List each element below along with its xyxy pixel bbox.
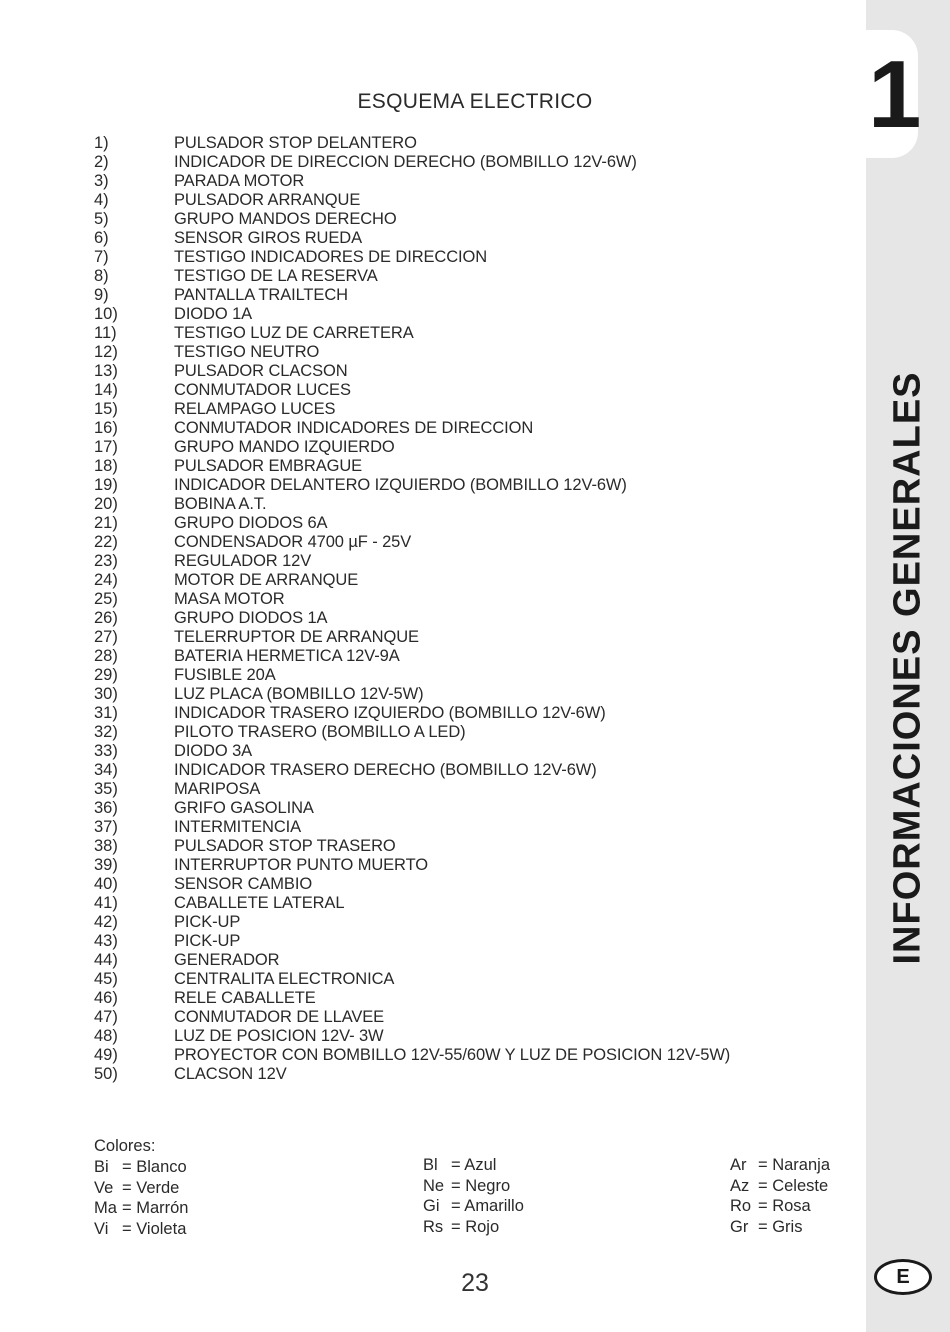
- item-label: CLACSON 12V: [174, 1065, 287, 1083]
- color-abbreviation: Ar: [730, 1156, 747, 1174]
- color-name: = Azul: [451, 1156, 497, 1174]
- item-number: 40): [94, 875, 118, 893]
- color-entry: [730, 1155, 830, 1176]
- item-label: CONMUTADOR LUCES: [174, 381, 351, 399]
- color-legend-column-1: [94, 1157, 188, 1239]
- item-label: SENSOR GIROS RUEDA: [174, 229, 362, 247]
- item-label: INTERMITENCIA: [174, 818, 302, 836]
- item-number: 4): [94, 191, 109, 209]
- color-legend-column-3: [730, 1155, 830, 1237]
- item-number: 48): [94, 1027, 118, 1045]
- list-item: [94, 191, 730, 210]
- parts-list: [94, 134, 730, 1084]
- item-label: SENSOR CAMBIO: [174, 875, 313, 893]
- list-item: [94, 780, 730, 799]
- list-item: [94, 628, 730, 647]
- list-item: [94, 894, 730, 913]
- item-number: 44): [94, 951, 118, 969]
- color-name: = Naranja: [758, 1156, 831, 1174]
- item-number: 11): [94, 324, 117, 342]
- item-label: CONMUTADOR INDICADORES DE DIRECCION: [174, 419, 534, 437]
- color-abbreviation: Gr: [730, 1217, 749, 1236]
- item-label: GRUPO MANDOS DERECHO: [174, 210, 397, 228]
- item-label: TESTIGO INDICADORES DE DIRECCION: [174, 248, 488, 266]
- item-label: REGULADOR 12V: [174, 552, 312, 570]
- list-item: [94, 552, 730, 571]
- item-number: 49): [94, 1046, 118, 1064]
- list-item: [94, 951, 730, 970]
- item-label: RELE CABALLETE: [174, 989, 316, 1007]
- color-name: = Marrón: [122, 1199, 189, 1217]
- item-number: 6): [94, 229, 109, 247]
- color-name: = Amarillo: [451, 1197, 524, 1215]
- list-item: [94, 837, 730, 856]
- item-number: 16): [94, 419, 118, 437]
- item-number: 41): [94, 894, 118, 912]
- item-label: MASA MOTOR: [174, 590, 285, 608]
- color-entry: [423, 1196, 524, 1217]
- item-number: 22): [94, 533, 118, 551]
- list-item: [94, 1008, 730, 1027]
- color-entry: [94, 1178, 188, 1199]
- item-number: 18): [94, 457, 118, 475]
- item-label: GRIFO GASOLINA: [174, 799, 314, 817]
- item-label: PULSADOR STOP DELANTERO: [174, 134, 417, 152]
- item-label: PANTALLA TRAILTECH: [174, 286, 348, 304]
- list-item: [94, 514, 730, 533]
- list-item: [94, 229, 730, 248]
- language-badge: E: [874, 1259, 932, 1295]
- item-label: CONMUTADOR DE LLAVEE: [174, 1008, 385, 1026]
- color-abbreviation: Ro: [730, 1197, 752, 1215]
- color-entry: [94, 1219, 188, 1240]
- item-number: 33): [94, 742, 118, 760]
- color-entry: [423, 1217, 524, 1238]
- item-number: 46): [94, 989, 118, 1007]
- list-item: [94, 875, 730, 894]
- item-number: 29): [94, 666, 118, 684]
- item-label: INDICADOR TRASERO DERECHO (BOMBILLO 12V-6W): [174, 761, 597, 779]
- item-label: INDICADOR TRASERO IZQUIERDO (BOMBILLO 12V-6W): [174, 704, 606, 722]
- list-item: [94, 457, 730, 476]
- color-legend-column-2: [423, 1155, 524, 1237]
- list-item: [94, 799, 730, 818]
- item-number: 43): [94, 932, 118, 950]
- item-number: 21): [94, 514, 118, 532]
- list-item: [94, 172, 730, 191]
- item-label: DIODO 1A: [174, 305, 253, 323]
- item-label: GRUPO DIODOS 1A: [174, 609, 328, 627]
- item-number: 27): [94, 628, 118, 646]
- list-item: [94, 400, 730, 419]
- list-item: [94, 153, 730, 172]
- item-number: 9): [94, 286, 109, 304]
- item-number: 38): [94, 837, 118, 855]
- list-item: [94, 609, 730, 628]
- color-abbreviation: Az: [730, 1176, 750, 1195]
- item-number: 42): [94, 913, 118, 931]
- list-item: [94, 419, 730, 438]
- page-number: 23: [461, 1269, 489, 1297]
- item-label: CENTRALITA ELECTRONICA: [174, 970, 395, 988]
- item-label: CABALLETE LATERAL: [174, 894, 345, 912]
- item-number: 20): [94, 495, 118, 513]
- item-number: 3): [94, 172, 109, 190]
- list-item: [94, 932, 730, 951]
- list-item: [94, 134, 730, 153]
- color-abbreviation: Ve: [94, 1178, 114, 1197]
- color-abbreviation: Bl: [423, 1156, 438, 1174]
- item-number: 12): [94, 343, 118, 361]
- color-abbreviation: Vi: [94, 1219, 109, 1238]
- item-number: 34): [94, 761, 118, 779]
- colors-title: Colores:: [94, 1137, 156, 1155]
- item-label: INDICADOR DELANTERO IZQUIERDO (BOMBILLO 12V-6W): [174, 476, 627, 494]
- list-item: [94, 1065, 730, 1084]
- list-item: [94, 647, 730, 666]
- list-item: [94, 1027, 730, 1046]
- item-label: LUZ DE POSICION 12V- 3W: [174, 1027, 384, 1045]
- item-number: 24): [94, 571, 118, 589]
- item-label: GRUPO MANDO IZQUIERDO: [174, 438, 395, 456]
- item-label: BOBINA A.T.: [174, 495, 267, 513]
- item-number: 1): [94, 134, 109, 152]
- list-item: [94, 533, 730, 552]
- list-item: [94, 666, 730, 685]
- item-label: PULSADOR ARRANQUE: [174, 191, 361, 209]
- item-number: 32): [94, 723, 118, 741]
- item-label: PARADA MOTOR: [174, 172, 305, 190]
- list-item: [94, 476, 730, 495]
- item-number: 5): [94, 210, 109, 228]
- color-entry: [423, 1155, 524, 1176]
- item-number: 31): [94, 704, 118, 722]
- item-label: DIODO 3A: [174, 742, 253, 760]
- item-number: 14): [94, 381, 118, 399]
- item-number: 35): [94, 780, 118, 798]
- color-entry: [94, 1157, 188, 1178]
- list-item: [94, 970, 730, 989]
- item-label: RELAMPAGO LUCES: [174, 400, 336, 418]
- color-abbreviation: Bi: [94, 1158, 109, 1176]
- item-label: GRUPO DIODOS 6A: [174, 514, 328, 532]
- item-number: 26): [94, 609, 118, 627]
- item-label: TESTIGO NEUTRO: [174, 343, 320, 361]
- list-item: [94, 381, 730, 400]
- color-name: = Violeta: [122, 1219, 187, 1238]
- item-label: PROYECTOR CON BOMBILLO 12V-55/60W Y LUZ DE POSICION 12V-5W): [174, 1046, 731, 1064]
- list-item: [94, 989, 730, 1008]
- item-label: PICK-UP: [174, 913, 241, 931]
- list-item: [94, 210, 730, 229]
- color-name: = Rojo: [451, 1217, 500, 1236]
- color-name: = Celeste: [758, 1176, 829, 1195]
- color-entry: [730, 1196, 830, 1217]
- list-item: [94, 362, 730, 381]
- item-number: 28): [94, 647, 118, 665]
- item-label: PILOTO TRASERO (BOMBILLO A LED): [174, 723, 466, 741]
- list-item: [94, 685, 730, 704]
- item-number: 19): [94, 476, 118, 494]
- item-number: 47): [94, 1008, 118, 1026]
- item-number: 36): [94, 799, 118, 817]
- color-name: = Negro: [451, 1176, 511, 1195]
- list-item: [94, 495, 730, 514]
- item-label: TESTIGO DE LA RESERVA: [174, 267, 378, 285]
- item-label: MOTOR DE ARRANQUE: [174, 571, 359, 589]
- item-number: 17): [94, 438, 118, 456]
- list-item: [94, 305, 730, 324]
- list-item: [94, 818, 730, 837]
- list-item: [94, 438, 730, 457]
- item-number: 25): [94, 590, 118, 608]
- item-label: INTERRUPTOR PUNTO MUERTO: [174, 856, 428, 874]
- page-title: ESQUEMA ELECTRICO: [357, 90, 593, 113]
- color-name: = Rosa: [758, 1197, 811, 1215]
- item-label: CONDENSADOR 4700 µF - 25V: [174, 533, 412, 551]
- item-number: 8): [94, 267, 109, 285]
- item-number: 39): [94, 856, 118, 874]
- color-name: = Verde: [122, 1178, 180, 1197]
- item-label: PULSADOR CLACSON: [174, 362, 348, 380]
- list-item: [94, 590, 730, 609]
- item-label: PICK-UP: [174, 932, 241, 950]
- color-entry: [423, 1176, 524, 1197]
- list-item: [94, 343, 730, 362]
- list-item: [94, 324, 730, 343]
- item-label: PULSADOR STOP TRASERO: [174, 837, 396, 855]
- list-item: [94, 913, 730, 932]
- list-item: [94, 1046, 730, 1065]
- item-label: PULSADOR EMBRAGUE: [174, 457, 363, 475]
- item-label: INDICADOR DE DIRECCION DERECHO (BOMBILLO 12V-6W): [174, 153, 637, 171]
- color-entry: [94, 1198, 188, 1219]
- color-abbreviation: Ma: [94, 1199, 117, 1217]
- list-item: [94, 761, 730, 780]
- item-number: 13): [94, 362, 118, 380]
- list-item: [94, 267, 730, 286]
- color-abbreviation: Gi: [423, 1197, 440, 1215]
- section-title-vertical: INFORMACIONES GENERALES: [886, 371, 929, 965]
- item-number: 50): [94, 1065, 118, 1083]
- item-number: 30): [94, 685, 118, 703]
- item-label: TELERRUPTOR DE ARRANQUE: [174, 628, 419, 646]
- item-number: 15): [94, 400, 118, 418]
- item-number: 7): [94, 248, 109, 266]
- list-item: [94, 248, 730, 267]
- color-entry: [730, 1176, 830, 1197]
- item-label: BATERIA HERMETICA 12V-9A: [174, 647, 400, 665]
- item-label: MARIPOSA: [174, 780, 261, 798]
- list-item: [94, 856, 730, 875]
- item-number: 2): [94, 153, 109, 171]
- item-label: LUZ PLACA (BOMBILLO 12V-5W): [174, 685, 424, 703]
- color-abbreviation: Rs: [423, 1217, 444, 1236]
- color-abbreviation: Ne: [423, 1176, 445, 1195]
- item-label: TESTIGO LUZ DE CARRETERA: [174, 324, 414, 342]
- list-item: [94, 571, 730, 590]
- color-entry: [730, 1217, 830, 1238]
- item-number: 23): [94, 552, 118, 570]
- item-number: 37): [94, 818, 118, 836]
- list-item: [94, 704, 730, 723]
- color-name: = Gris: [758, 1217, 803, 1236]
- item-number: 45): [94, 970, 118, 988]
- chapter-number: 1: [868, 41, 922, 148]
- list-item: [94, 723, 730, 742]
- list-item: [94, 742, 730, 761]
- item-number: 10): [94, 305, 118, 323]
- color-name: = Blanco: [122, 1158, 187, 1176]
- item-label: FUSIBLE 20A: [174, 666, 276, 684]
- list-item: [94, 286, 730, 305]
- item-label: GENERADOR: [174, 951, 280, 969]
